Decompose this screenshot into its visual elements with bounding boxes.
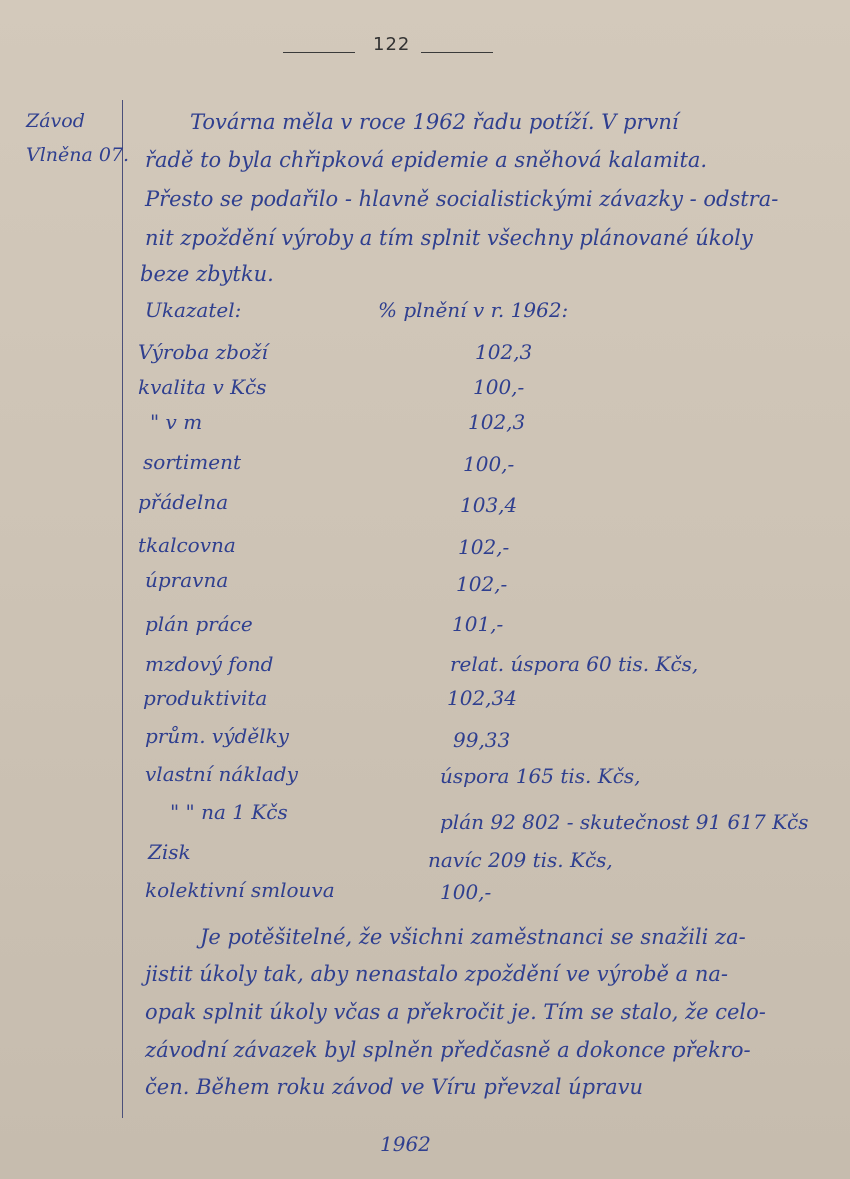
row-label: přádelna: [138, 490, 229, 514]
row-label: kvalita v Kčs: [138, 375, 267, 399]
table-header-value: % plnění v r. 1962:: [378, 298, 569, 322]
row-value: plán 92 802 - skutečnost 91 617 Kčs: [440, 810, 809, 834]
page-number: 122: [373, 34, 411, 55]
closing-line-2: jistit úkoly tak, aby nenastalo zpoždění ve výrobě a na-: [145, 962, 728, 986]
row-value: 100,-: [463, 452, 515, 476]
row-label: Zisk: [148, 840, 191, 864]
row-label: Výroba zboží: [138, 340, 268, 364]
header-rule-right: [421, 52, 493, 53]
closing-line-4: závodní závazek byl splněn předčasně a dokonce překro-: [145, 1038, 751, 1062]
row-label: produktivita: [143, 686, 268, 710]
row-label: prům. výdělky: [145, 724, 289, 748]
footer-year: 1962: [380, 1132, 431, 1156]
row-label: " " na 1 Kčs: [170, 800, 288, 824]
row-label: vlastní náklady: [145, 762, 298, 786]
row-label: sortiment: [143, 450, 242, 474]
intro-line-1: Továrna měla v roce 1962 řadu potíží. V první: [190, 110, 679, 134]
intro-line-2: řadě to byla chřipková epidemie a sněhová kalamita.: [145, 148, 708, 172]
intro-line-4: nit zpoždění výroby a tím splnit všechny plánované úkoly: [145, 226, 753, 250]
closing-line-5: čen. Během roku závod ve Víru převzal úpravu: [145, 1075, 644, 1099]
table-header-label: Ukazatel:: [145, 298, 242, 322]
header-rule-left: [283, 52, 355, 53]
row-value: 102,-: [456, 572, 508, 596]
row-value: úspora 165 tis. Kčs,: [440, 764, 641, 788]
row-label: kolektivní smlouva: [145, 878, 335, 902]
row-label: úpravna: [145, 568, 229, 592]
row-value: 102,3: [468, 410, 526, 434]
row-value: 99,33: [453, 728, 511, 752]
closing-line-3: opak splnit úkoly včas a překročit je. Tím se stalo, že celo-: [145, 1000, 766, 1024]
row-value: navíc 209 tis. Kčs,: [428, 848, 613, 872]
row-value: 103,4: [460, 493, 518, 517]
row-value: 102,3: [475, 340, 533, 364]
row-label: " v m: [150, 410, 203, 434]
row-label: mzdový fond: [145, 652, 274, 676]
row-value: 100,-: [473, 375, 525, 399]
row-value: 100,-: [440, 880, 492, 904]
row-value: relat. úspora 60 tis. Kčs,: [450, 652, 699, 676]
row-value: 102,-: [458, 535, 510, 559]
row-value: 101,-: [452, 612, 504, 636]
row-value: 102,34: [447, 686, 517, 710]
row-label: tkalcovna: [138, 533, 236, 557]
margin-note-line-2: Vlněna 07.: [26, 144, 130, 166]
intro-line-5: beze zbytku.: [140, 262, 274, 286]
intro-line-3: Přesto se podařilo - hlavně socialistickými závazky - odstra-: [145, 187, 779, 211]
closing-line-1: Je potěšitelné, že všichni zaměstnanci se snažili za-: [200, 925, 746, 949]
margin-note-line-1: Závod: [26, 110, 85, 132]
row-label: plán práce: [145, 612, 253, 636]
margin-rule: [122, 100, 123, 1118]
